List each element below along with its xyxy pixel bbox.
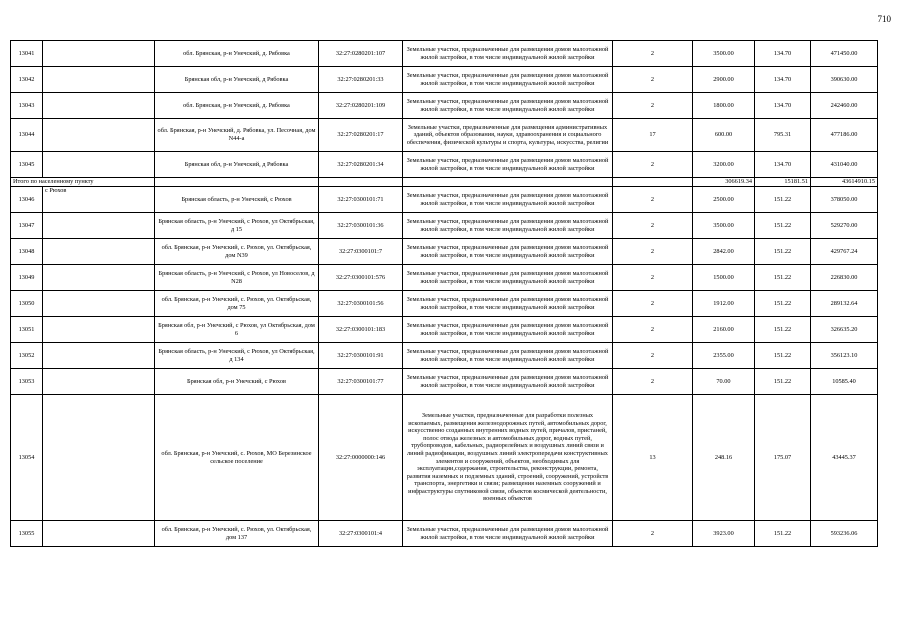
land-use-cell: Земельные участки, предназначенные для размещения домов малоэтажной жилой застройки, в том числе индивидуальной жилой застройки bbox=[403, 291, 613, 317]
specific-value-cell: 795.31 bbox=[755, 119, 811, 152]
specific-value-cell: 151.22 bbox=[755, 239, 811, 265]
total-value: 43614910.15 bbox=[811, 178, 878, 187]
land-use-cell: Земельные участки, предназначенные для размещения домов малоэтажной жилой застройки, в том числе индивидуальной жилой застройки bbox=[403, 317, 613, 343]
total-row bbox=[11, 178, 878, 187]
table-row bbox=[11, 395, 878, 521]
row-number: 13048 bbox=[11, 239, 43, 265]
table-body bbox=[11, 41, 878, 547]
cadastral-value-cell: 529270.00 bbox=[811, 213, 878, 239]
specific-value-cell: 151.22 bbox=[755, 521, 811, 547]
cadastral-number-cell: 32:27:0280201:33 bbox=[319, 67, 403, 93]
cadastral-number-cell: 32:27:0300101:36 bbox=[319, 213, 403, 239]
address-cell: обл. Брянская, р-н Унечский, д. Рябовка bbox=[155, 93, 319, 119]
land-use-cell: Земельные участки, предназначенные для размещения домов малоэтажной жилой застройки, в том числе индивидуальной жилой застройки bbox=[403, 213, 613, 239]
specific-value-cell: 134.70 bbox=[755, 41, 811, 67]
cadastral-value-cell: 289132.64 bbox=[811, 291, 878, 317]
land-use-cell: Земельные участки, предназначенные для размещения домов малоэтажной жилой застройки, в том числе индивидуальной жилой застройки bbox=[403, 343, 613, 369]
area-cell: 600.00 bbox=[693, 119, 755, 152]
cadastral-number-cell: 32:27:0000000:146 bbox=[319, 395, 403, 521]
cadastral-number-cell: 32:27:0280201:107 bbox=[319, 41, 403, 67]
cadastral-value-cell: 477186.00 bbox=[811, 119, 878, 152]
address-cell: Брянская область, р-н Унечский, с Рюхов, ул Октябрьская, д 134 bbox=[155, 343, 319, 369]
locality-cell bbox=[43, 291, 155, 317]
address-cell: Брянская обл, р-н Унечский, с Рюхов bbox=[155, 369, 319, 395]
locality-cell bbox=[43, 152, 155, 178]
specific-value-cell: 151.22 bbox=[755, 213, 811, 239]
category-cell: 2 bbox=[613, 41, 693, 67]
cadastral-value-cell: 326635.20 bbox=[811, 317, 878, 343]
category-cell: 2 bbox=[613, 93, 693, 119]
table-row bbox=[11, 343, 878, 369]
cadastral-value-cell: 431040.00 bbox=[811, 152, 878, 178]
row-number: 13045 bbox=[11, 152, 43, 178]
specific-value-cell: 151.22 bbox=[755, 187, 811, 213]
locality-cell: с Рюхов bbox=[43, 187, 155, 213]
category-cell: 2 bbox=[613, 67, 693, 93]
cadastral-number-cell: 32:27:0300101:4 bbox=[319, 521, 403, 547]
address-cell: обл. Брянская, р-н Унечский, с. Рюхов, ул. Октябрьская, дом 75 bbox=[155, 291, 319, 317]
cadastral-number-cell: 32:27:0300101:91 bbox=[319, 343, 403, 369]
locality-cell bbox=[43, 369, 155, 395]
cadastral-number-cell: 32:27:0280201:34 bbox=[319, 152, 403, 178]
table-row bbox=[11, 119, 878, 152]
specific-value-cell: 134.70 bbox=[755, 152, 811, 178]
row-number: 13050 bbox=[11, 291, 43, 317]
cadastral-value-cell: 593236.06 bbox=[811, 521, 878, 547]
total-rate: 15181.51 bbox=[755, 178, 811, 187]
cadastral-value-cell: 242460.00 bbox=[811, 93, 878, 119]
table-row bbox=[11, 265, 878, 291]
locality-cell bbox=[43, 265, 155, 291]
category-cell: 2 bbox=[613, 213, 693, 239]
specific-value-cell: 151.22 bbox=[755, 369, 811, 395]
category-cell: 2 bbox=[613, 343, 693, 369]
table-row bbox=[11, 521, 878, 547]
table-row bbox=[11, 41, 878, 67]
table-row bbox=[11, 291, 878, 317]
empty-cell bbox=[613, 178, 693, 187]
address-cell: обл. Брянская, р-н Унечский, с. Рюхов, ул. Октябрьская, дом 137 bbox=[155, 521, 319, 547]
row-number: 13044 bbox=[11, 119, 43, 152]
area-cell: 1912.00 bbox=[693, 291, 755, 317]
row-number: 13055 bbox=[11, 521, 43, 547]
land-use-cell: Земельные участки, предназначенные для размещения домов малоэтажной жилой застройки, в том числе индивидуальной жилой застройки bbox=[403, 67, 613, 93]
row-number: 13042 bbox=[11, 67, 43, 93]
row-number: 13051 bbox=[11, 317, 43, 343]
locality-cell bbox=[43, 67, 155, 93]
category-cell: 2 bbox=[613, 152, 693, 178]
address-cell: Брянская обл, р-н Унечский, с Рюхов, ул Октябрьская, дом 6 bbox=[155, 317, 319, 343]
area-cell: 2842.00 bbox=[693, 239, 755, 265]
specific-value-cell: 151.22 bbox=[755, 291, 811, 317]
address-cell: Брянская обл, р-н Унечский, д Рябовка bbox=[155, 152, 319, 178]
category-cell: 13 bbox=[613, 395, 693, 521]
cadastral-number-cell: 32:27:0280201:109 bbox=[319, 93, 403, 119]
table-row bbox=[11, 152, 878, 178]
locality-cell bbox=[43, 343, 155, 369]
locality-cell bbox=[43, 317, 155, 343]
table-row bbox=[11, 187, 878, 213]
row-number: 13047 bbox=[11, 213, 43, 239]
locality-cell bbox=[43, 239, 155, 265]
category-cell: 2 bbox=[613, 239, 693, 265]
area-cell: 3500.00 bbox=[693, 41, 755, 67]
cadastral-value-cell: 471450.00 bbox=[811, 41, 878, 67]
cadastral-number-cell: 32:27:0300101:576 bbox=[319, 265, 403, 291]
cadastral-value-cell: 43445.37 bbox=[811, 395, 878, 521]
area-cell: 248.16 bbox=[693, 395, 755, 521]
area-cell: 70.00 bbox=[693, 369, 755, 395]
land-use-cell: Земельные участки, предназначенные для размещения домов малоэтажной жилой застройки, в том числе индивидуальной жилой застройки bbox=[403, 521, 613, 547]
cadastral-value-table bbox=[10, 40, 878, 547]
cadastral-number-cell: 32:27:0280201:17 bbox=[319, 119, 403, 152]
land-use-cell: Земельные участки, предназначенные для размещения домов малоэтажной жилой застройки, в том числе индивидуальной жилой застройки bbox=[403, 369, 613, 395]
address-cell: Брянская обл, р-н Унечский, д Рябовка bbox=[155, 67, 319, 93]
category-cell: 2 bbox=[613, 291, 693, 317]
cadastral-number-cell: 32:27:0300101:183 bbox=[319, 317, 403, 343]
land-use-cell: Земельные участки, предназначенные для размещения домов малоэтажной жилой застройки, в том числе индивидуальной жилой застройки bbox=[403, 93, 613, 119]
area-cell: 2355.00 bbox=[693, 343, 755, 369]
area-cell: 3200.00 bbox=[693, 152, 755, 178]
locality-cell bbox=[43, 41, 155, 67]
table-row bbox=[11, 317, 878, 343]
row-number: 13046 bbox=[11, 187, 43, 213]
address-cell: Брянская область, р-н Унечский, с Рюхов bbox=[155, 187, 319, 213]
cadastral-value-cell: 10585.40 bbox=[811, 369, 878, 395]
cadastral-value-cell: 390630.00 bbox=[811, 67, 878, 93]
row-number: 13052 bbox=[11, 343, 43, 369]
land-use-cell: Земельные участки, предназначенные для размещения домов малоэтажной жилой застройки, в том числе индивидуальной жилой застройки bbox=[403, 41, 613, 67]
row-number: 13054 bbox=[11, 395, 43, 521]
specific-value-cell: 151.22 bbox=[755, 317, 811, 343]
specific-value-cell: 134.70 bbox=[755, 67, 811, 93]
cadastral-value-cell: 226830.00 bbox=[811, 265, 878, 291]
category-cell: 2 bbox=[613, 317, 693, 343]
area-cell: 2900.00 bbox=[693, 67, 755, 93]
land-use-cell: Земельные участки, предназначенные для размещения домов малоэтажной жилой застройки, в том числе индивидуальной жилой застройки bbox=[403, 239, 613, 265]
cadastral-number-cell: 32:27:0300101:7 bbox=[319, 239, 403, 265]
specific-value-cell: 151.22 bbox=[755, 343, 811, 369]
table-row bbox=[11, 213, 878, 239]
category-cell: 17 bbox=[613, 119, 693, 152]
land-use-cell: Земельные участки, предназначенные для размещения домов малоэтажной жилой застройки, в том числе индивидуальной жилой застройки bbox=[403, 152, 613, 178]
cadastral-number-cell: 32:27:0300101:56 bbox=[319, 291, 403, 317]
land-use-cell: Земельные участки, предназначенные для разработки полезных ископаемых, размещения железнодорожных путей, автомобильных дорог, искусственно созданных внутренних водных путей, причалов, пристаней, полос отвода железных и автомобильных дорог, водных путей, трубопроводов, кабельных, радиорелейных и воздушных линий связи и линий радиофикации, воздушных линий электропередачи конструктивных элементов и сооружений, объектов, необходимых для эксплуатации,содержания, строительства, реконструкции, ремонта, развития наземных и подземных зданий, строений, сооружений, устройств транспорта, энергетики и связи; размещения наземных сооружений и инфраструктуры спутниковой связи, объектов космической деятельности, военных объектов bbox=[403, 395, 613, 521]
area-cell: 3923.00 bbox=[693, 521, 755, 547]
cadastral-value-cell: 429767.24 bbox=[811, 239, 878, 265]
empty-cell bbox=[403, 178, 613, 187]
address-cell: Брянская область, р-н Унечский, с Рюхов, ул Октябрьская, д 15 bbox=[155, 213, 319, 239]
specific-value-cell: 175.07 bbox=[755, 395, 811, 521]
row-number: 13053 bbox=[11, 369, 43, 395]
table-row bbox=[11, 369, 878, 395]
area-cell: 2500.00 bbox=[693, 187, 755, 213]
empty-cell bbox=[319, 178, 403, 187]
locality-cell bbox=[43, 521, 155, 547]
address-cell: обл. Брянская, р-н Унечский, д. Рябовка, ул. Песочная, дом N44-а bbox=[155, 119, 319, 152]
category-cell: 2 bbox=[613, 369, 693, 395]
address-cell: обл. Брянская, р-н Унечский, д. Рябовка bbox=[155, 41, 319, 67]
area-cell: 3500.00 bbox=[693, 213, 755, 239]
locality-cell bbox=[43, 395, 155, 521]
cadastral-number-cell: 32:27:0300101:71 bbox=[319, 187, 403, 213]
category-cell: 2 bbox=[613, 187, 693, 213]
land-use-cell: Земельные участки, предназначенные для размещения административных зданий, объектов образования, науки, здравоохранения и социального обеспечения, физической культуры и спорта, культуры, искусства, религии bbox=[403, 119, 613, 152]
locality-cell bbox=[43, 119, 155, 152]
table-row bbox=[11, 239, 878, 265]
locality-cell bbox=[43, 93, 155, 119]
category-cell: 2 bbox=[613, 521, 693, 547]
locality-cell bbox=[43, 213, 155, 239]
address-cell: обл. Брянская, р-н Унечский, с. Рюхов, МО Березинское сельское поселение bbox=[155, 395, 319, 521]
row-number: 13043 bbox=[11, 93, 43, 119]
row-number: 13041 bbox=[11, 41, 43, 67]
address-cell: обл. Брянская, р-н Унечский, с. Рюхов, ул. Октябрьская, дом N39 bbox=[155, 239, 319, 265]
cadastral-value-cell: 378050.00 bbox=[811, 187, 878, 213]
area-cell: 1500.00 bbox=[693, 265, 755, 291]
category-cell: 2 bbox=[613, 265, 693, 291]
land-use-cell: Земельные участки, предназначенные для размещения домов малоэтажной жилой застройки, в том числе индивидуальной жилой застройки bbox=[403, 187, 613, 213]
specific-value-cell: 134.70 bbox=[755, 93, 811, 119]
area-cell: 2160.00 bbox=[693, 317, 755, 343]
land-use-cell: Земельные участки, предназначенные для размещения домов малоэтажной жилой застройки, в том числе индивидуальной жилой застройки bbox=[403, 265, 613, 291]
row-number: 13049 bbox=[11, 265, 43, 291]
area-cell: 1800.00 bbox=[693, 93, 755, 119]
address-cell: Брянская область, р-н Унечский, с Рюхов, ул Новоселов, д N28 bbox=[155, 265, 319, 291]
total-label: Итого по населенному пункту bbox=[11, 178, 155, 187]
specific-value-cell: 151.22 bbox=[755, 265, 811, 291]
table-row bbox=[11, 67, 878, 93]
cadastral-value-cell: 356123.10 bbox=[811, 343, 878, 369]
total-area: 306619.34 bbox=[693, 178, 755, 187]
cadastral-number-cell: 32:27:0300101:77 bbox=[319, 369, 403, 395]
table-row bbox=[11, 93, 878, 119]
empty-cell bbox=[155, 178, 319, 187]
page-number: 710 bbox=[877, 14, 891, 24]
